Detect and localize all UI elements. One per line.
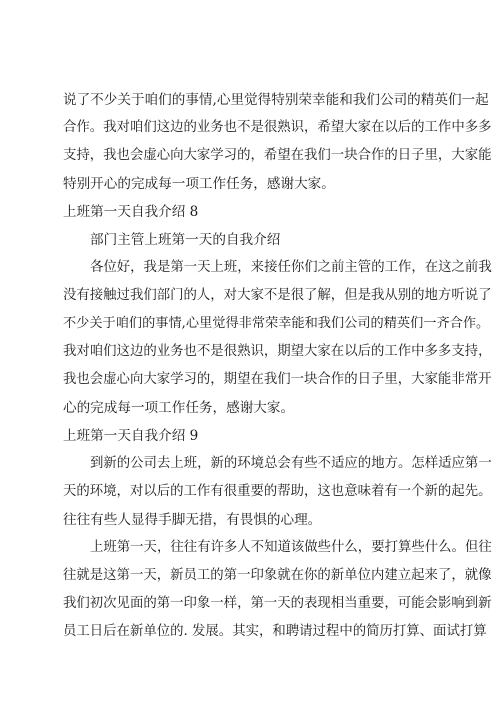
paragraph-line: 没有接触过我们部门的人，对大家不是很了解，但是我从别的地方听说了 bbox=[63, 288, 492, 303]
paragraph-line: 员工日后在新单位的. 发展。其实，和聘请过程中的简历打算、面试打算 bbox=[63, 624, 487, 639]
paragraph-line: 天的环境，对以后的工作有很重要的帮助，这也意味着有一个新的起先。 bbox=[63, 484, 492, 499]
paragraph-line: 心的完成每一项工作任务，感谢大家。 bbox=[63, 400, 295, 416]
paragraph-line: 各位好，我是第一天上班，来接任你们之前主管的工作，在这之前我 bbox=[90, 260, 492, 275]
paragraph-line: 说了不少关于咱们的事情,心里觉得特别荣幸能和我们公司的精英们一起 bbox=[63, 92, 489, 108]
paragraph-line: 往往有些人显得手脚无措，有畏惧的心理。 bbox=[63, 512, 322, 528]
paragraph-line: 支持，我也会虚心向大家学习的，希望在我们一块合作的日子里，大家能 bbox=[63, 148, 492, 163]
paragraph-line: 不少关于咱们的事情,心里觉得非常荣幸能和我们公司的精英们一齐合作。 bbox=[63, 316, 490, 331]
section-heading: 上班第一天自我介绍 8 bbox=[63, 204, 199, 220]
paragraph-line: 合作。我对咱们这边的业务也不是很熟识，希望大家在以后的工作中多多 bbox=[63, 120, 492, 135]
paragraph-line: 到新的公司去上班，新的环境总会有些不适应的地方。怎样适应第一 bbox=[90, 456, 492, 471]
sub-heading: 部门主管上班第一天的自我介绍 bbox=[90, 232, 281, 248]
paragraph-line: 特别开心的完成每一项工作任务，感谢大家。 bbox=[63, 176, 335, 192]
paragraph-line: 上班第一天，往往有许多人不知道该做些什么，要打算些什么。但往 bbox=[90, 540, 492, 555]
section-heading: 上班第一天自我介绍 9 bbox=[63, 428, 199, 444]
paragraph-line: 往就是这第一天，新员工的第一印象就在你的新单位内建立起来了，就像 bbox=[63, 568, 492, 583]
paragraph-line: 我们初次见面的第一印象一样，第一天的表现相当重要，可能会影响到新 bbox=[63, 596, 492, 611]
paragraph-line: 我也会虚心向大家学习的，期望在我们一块合作的日子里，大家能非常开 bbox=[63, 372, 492, 387]
paragraph-line: 我对咱们这边的业务也不是很熟识，期望大家在以后的工作中多多支持， bbox=[63, 344, 492, 359]
